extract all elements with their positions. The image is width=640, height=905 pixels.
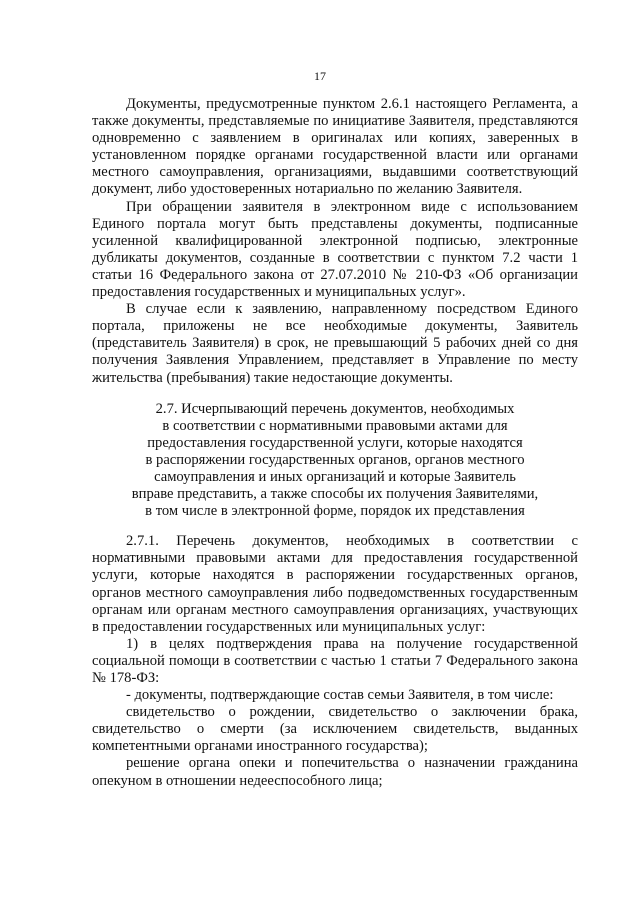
heading-line: в том числе в электронной форме, порядок их представления bbox=[145, 503, 525, 520]
heading-line: в распоряжении государственных органов, органов местного bbox=[145, 451, 525, 468]
list-item-certificates: свидетельство о рождении, свидетельство о заключении брака, свидетельство о смерти (за исключением свидетельств, выданных компетентными органами иностранного государства); bbox=[92, 704, 578, 755]
document-body bbox=[92, 96, 578, 790]
heading-line: самоуправления и иных организаций и которые Заявитель bbox=[154, 468, 516, 485]
heading-line: в соответствии с нормативными правовыми актами для bbox=[162, 417, 508, 434]
section-heading-2-7 bbox=[92, 401, 578, 521]
list-item-guardianship-decision: решение органа опеки и попечительства о назначении гражданина опекуном в отношении недееспособного лица; bbox=[92, 755, 578, 789]
paragraph-missing-documents: В случае если к заявлению, направленному посредством Единого портала, приложены не все необходимые документы, Заявитель (представитель Заявителя) в срок, не превышающий 5 рабочих дней со дня получения Заявления Управлением, представляет в Управление по месту жительства (пребывания) такие недостающие документы. bbox=[92, 301, 578, 386]
paragraph-electronic-submission: При обращении заявителя в электронном виде с использованием Единого портала могут быть представлены документы, подписанные усиленной квалифицированной электронной подписью, электронные дубликаты документов, созданные в соответствии с пунктом 7.2 части 1 статьи 16 Федерального закона от 27.07.2010 № 210-ФЗ «Об организации предоставления государственных и муниципальных услуг». bbox=[92, 198, 578, 301]
paragraph-2-7-1: 2.7.1. Перечень документов, необходимых в соответствии с нормативными правовыми актами для предоставления государственной услуги, которые находятся в распоряжении государственных органов, органов местного самоуправления либо подведомственных государственным органам или органам местного самоуправления организациях, участвующих в предоставлении государственных или муниципальных услуг: bbox=[92, 533, 578, 635]
list-item-1: 1) в целях подтверждения права на получение государственной социальной помощи в соответствии с частью 1 статьи 7 Федерального закона № 178-ФЗ: bbox=[92, 635, 578, 686]
paragraph-documents-submission: Документы, предусмотренные пунктом 2.6.1 настоящего Регламента, а также документы, представляемые по инициативе Заявителя, представляются одновременно с заявлением в оригиналах или копиях, заверенных в установленном порядке органами государственной власти или органами местного самоуправления, организациями, выдавшими соответствующий документ, либо удостоверенных нотариально по желанию Заявителя. bbox=[92, 96, 578, 198]
heading-line: предоставления государственной услуги, которые находятся bbox=[147, 434, 523, 451]
heading-line: 2.7. Исчерпывающий перечень документов, необходимых bbox=[155, 400, 515, 417]
page-number: 17 bbox=[314, 69, 326, 83]
heading-line: вправе представить, а также способы их получения Заявителями, bbox=[131, 486, 539, 503]
list-item-family-documents: - документы, подтверждающие состав семьи Заявителя, в том числе: bbox=[126, 687, 554, 704]
